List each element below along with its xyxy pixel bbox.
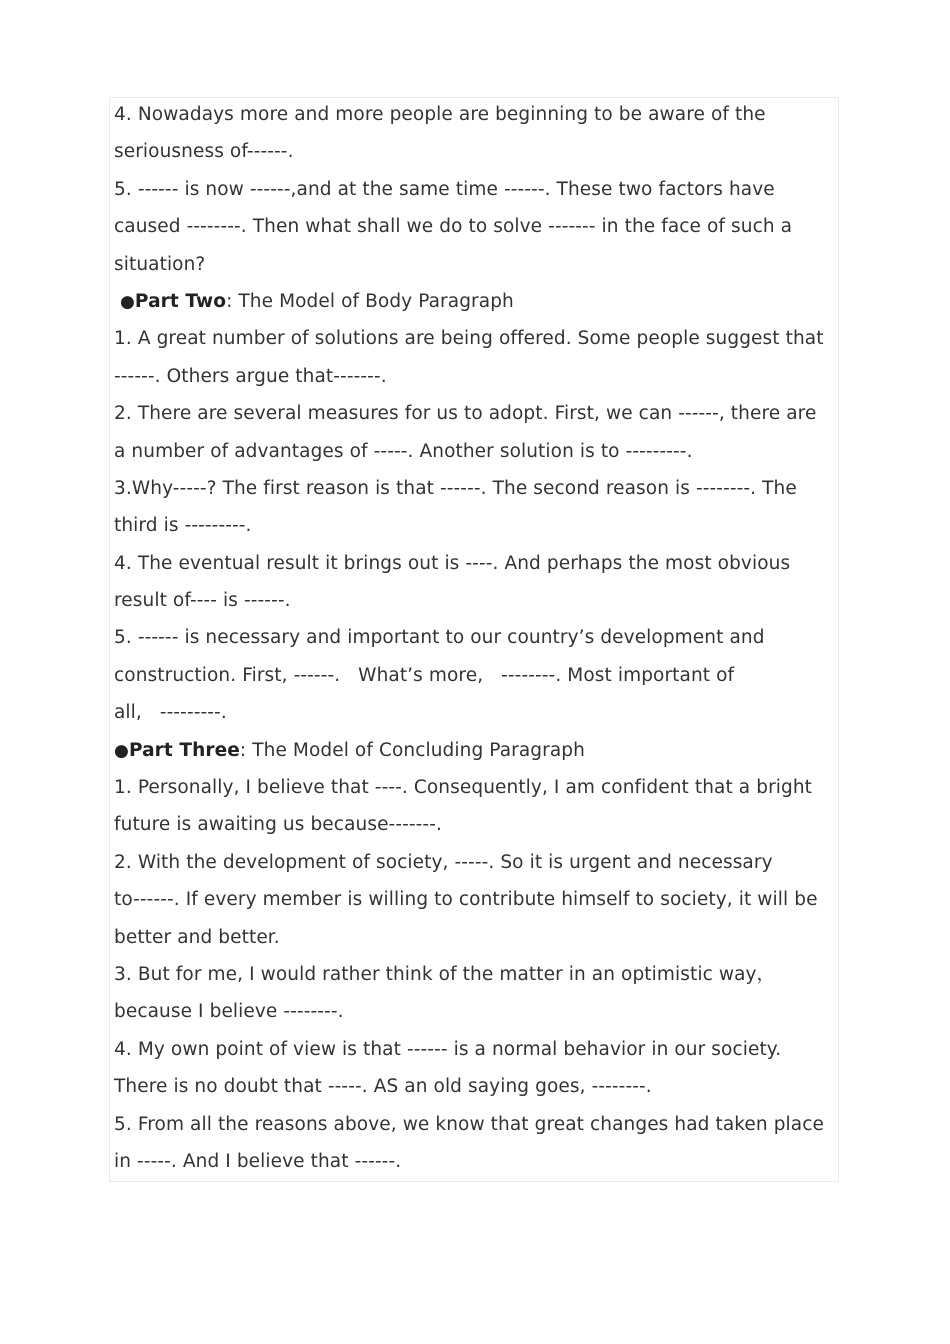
part-two-heading: [114, 283, 874, 320]
text-line: because I believe --------.: [114, 1001, 344, 1023]
text-line: third is ---------.: [114, 515, 252, 537]
part-three-heading: [114, 732, 874, 769]
text-line: 4. Nowadays more and more people are beginning to be aware of the: [114, 104, 766, 125]
text-line: 5. From all the reasons above, we know that great changes had taken place: [114, 1113, 824, 1135]
part-three-title: Part Three: [128, 739, 240, 761]
text-line: There is no doubt that -----. AS an old saying goes, --------.: [114, 1076, 652, 1098]
text-line: better and better.: [114, 926, 280, 948]
text-line: a number of advantages of -----. Another solution is to ---------.: [114, 440, 693, 462]
document-body: [114, 96, 874, 1180]
bullet-icon: ●: [114, 740, 129, 761]
text-line: all, ---------.: [114, 702, 227, 724]
text-line: 3.Why-----? The first reason is that ------. The second reason is --------. The: [114, 477, 797, 499]
text-line: to------. If every member is willing to contribute himself to society, it will be: [114, 889, 818, 911]
text-line: 4. My own point of view is that ------ is a normal behavior in our society.: [114, 1038, 782, 1060]
text-line: ------. Others argue that-------.: [114, 365, 387, 387]
bullet-icon: ●: [119, 291, 135, 312]
text-line: 1. A great number of solutions are being offered. Some people suggest that: [114, 328, 824, 350]
text-line: 1. Personally, I believe that ----. Consequently, I am confident that a bright: [114, 777, 813, 799]
text-line: result of---- is ------.: [114, 590, 291, 612]
text-line: 5. ------ is now ------,and at the same time ------. These two factors have: [114, 178, 775, 200]
part-two-title: Part Two: [134, 290, 227, 312]
text-line: caused --------. Then what shall we do to solve ------- in the face of such a: [114, 216, 793, 238]
text-line: 3. But for me, I would rather think of the matter in an optimistic way，: [114, 963, 776, 985]
text-line: 4. The eventual result it brings out is ----. And perhaps the most obvious: [114, 552, 791, 574]
text-line: situation?: [114, 253, 206, 275]
text-line: construction. First, ------. What’s more, --------. Most important of: [114, 664, 735, 686]
text-line: 2. There are several measures for us to adopt. First, we can ------, there are: [114, 403, 817, 425]
part-three-subtitle: : The Model of Concluding Paragraph: [239, 739, 585, 761]
text-line: 5. ------ is necessary and important to our country’s development and: [114, 627, 765, 649]
text-line: 2. With the development of society, -----. So it is urgent and necessary: [114, 851, 773, 873]
text-line: seriousness of------.: [114, 141, 294, 163]
text-line: in -----. And I believe that ------.: [114, 1150, 402, 1172]
text-line: future is awaiting us because-------.: [114, 814, 442, 836]
part-two-subtitle: : The Model of Body Paragraph: [226, 290, 514, 312]
